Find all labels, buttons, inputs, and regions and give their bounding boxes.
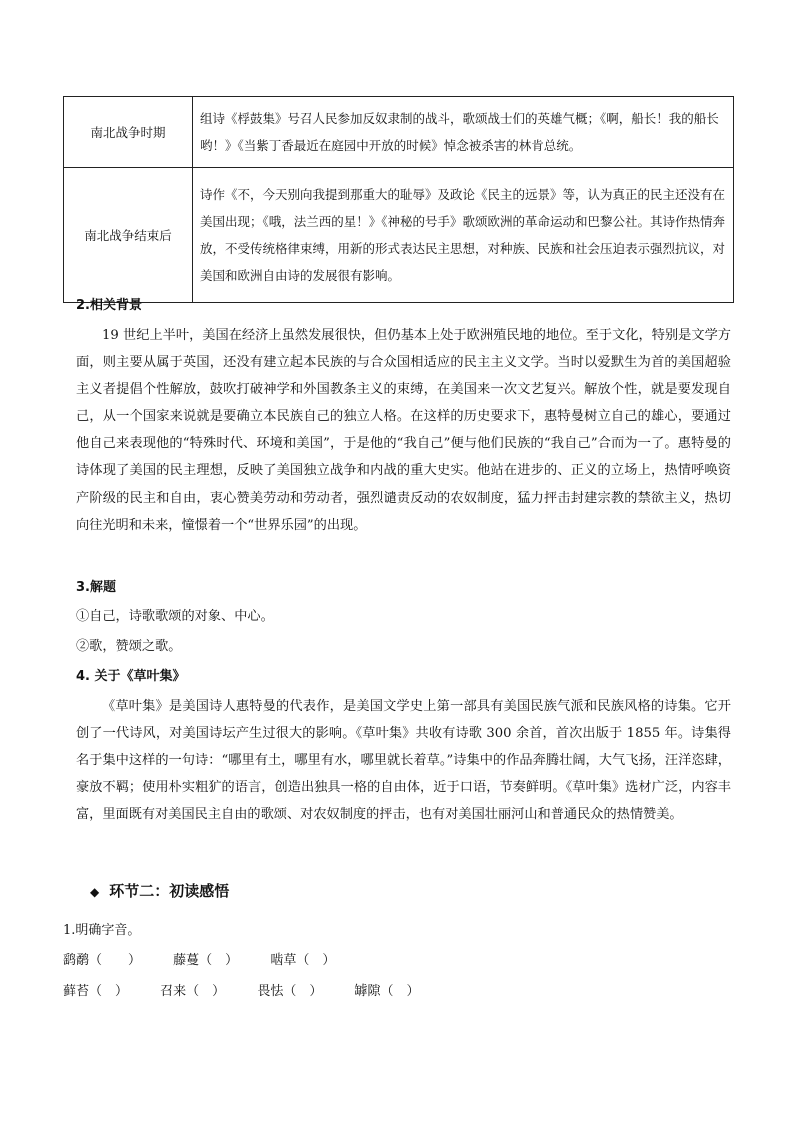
pronunciation-row-1 xyxy=(63,949,363,968)
pronunciation-item: 鹞鹬（ ） xyxy=(63,953,142,968)
section-heading xyxy=(90,880,229,901)
explain-item-1: ①自己，诗歌歌颂的对象、中心。 xyxy=(76,609,274,624)
literary-works-table xyxy=(63,96,734,303)
diamond-bullet-icon: ◆ xyxy=(90,885,100,899)
background-paragraph: 19 世纪上半叶，美国在经济上虽然发展很快，但仍基本上处于欧洲殖民地的地位。至于文化，特别是文学方面，则主要从属于英国，还没有建立起本民族的与合众国相适应的民主主义文学。当时以爱默生为首的美国超验主义者提倡个性解放，鼓吹打破神学和外国教条主义的束缚，在美国来一次文艺复兴。解放个性，就是要发现自己，从一个国家来说就是要确立本民族自己的独立人格。在这样的历史要求下，惠特曼树立自己的雄心，要通过他自己来表现他的“特殊时代、环境和美国”，于是他的“我自己”便与他们民族的“我自己”合而为一了。惠特曼的诗体现了美国的民主理想，反映了美国独立战争和内战的重大史实。他站在进步的、正义的立场上，热情呼唤资产阶级的民主和自由，衷心赞美劳动和劳动者，强烈谴责反动的农奴制度，猛力抨击封建宗教的禁欲主义，热切向往光明和未来，憧憬着一个“世界乐园”的出现。 xyxy=(76,328,731,533)
pronunciation-item: 啮草（ ） xyxy=(270,953,336,968)
description-cell: 组诗《桴鼓集》号召人民参加反奴隶制的战斗，歌颂战士们的英雄气概；《啊，船长！我的船长哟！》《当紫丁香最近在庭园中开放的时候》悼念被杀害的林肯总统。 xyxy=(193,97,734,168)
explain-heading: 3.解题 xyxy=(76,580,116,595)
explain-item-2: ②歌，赞颂之歌。 xyxy=(76,639,182,654)
pronunciation-item: 藤蔓（ ） xyxy=(173,953,239,968)
period-cell: 南北战争结束后 xyxy=(64,168,193,303)
pronunciation-row-2 xyxy=(63,980,447,999)
table-row xyxy=(64,97,734,168)
about-paragraph: 《草叶集》是美国诗人惠特曼的代表作，是美国文学史上第一部具有美国民族气派和民族风格的诗集。它开创了一代诗风，对美国诗坛产生过很大的影响。《草叶集》共收有诗歌 300 余首，首次出版于 1855 年。诗集得名于集中这样的一句诗：“哪里有土，哪里有水，哪里就长着草。”诗集中的作品奔腾壮阔，大气飞扬，汪洋恣肆，豪放不羁；使用朴实粗犷的语言，创造出独具一格的自由体，近于口语，节奏鲜明。《草叶集》选材广泛，内容丰富，里面既有对美国民主自由的歌颂、对农奴制度的抨击，也有对美国壮丽河山和普通民众的热情赞美。 xyxy=(76,699,731,823)
pronunciation-item: 召来（ ） xyxy=(160,984,226,999)
pronunciation-heading: 1.明确字音。 xyxy=(63,923,141,938)
section-title: 环节二：初读感悟 xyxy=(109,882,230,900)
pronunciation-item: 罅隙（ ） xyxy=(354,984,420,999)
table-row xyxy=(64,168,734,303)
about-heading: 4. 关于《草叶集》 xyxy=(76,669,186,684)
pronunciation-item: 畏怯（ ） xyxy=(257,984,323,999)
background-heading: 2.相关背景 xyxy=(76,298,142,313)
pronunciation-item: 藓苔（ ） xyxy=(63,984,129,999)
period-cell: 南北战争时期 xyxy=(64,97,193,168)
description-cell: 诗作《不，今天别向我提到那重大的耻辱》及政论《民主的远景》等，认为真正的民主还没有在美国出现；《哦，法兰西的星！》《神秘的号手》歌颂欧洲的革命运动和巴黎公社。其诗作热情奔放，不受传统格律束缚，用新的形式表达民主思想，对种族、民族和社会压迫表示强烈抗议，对美国和欧洲自由诗的发展很有影响。 xyxy=(193,168,734,303)
